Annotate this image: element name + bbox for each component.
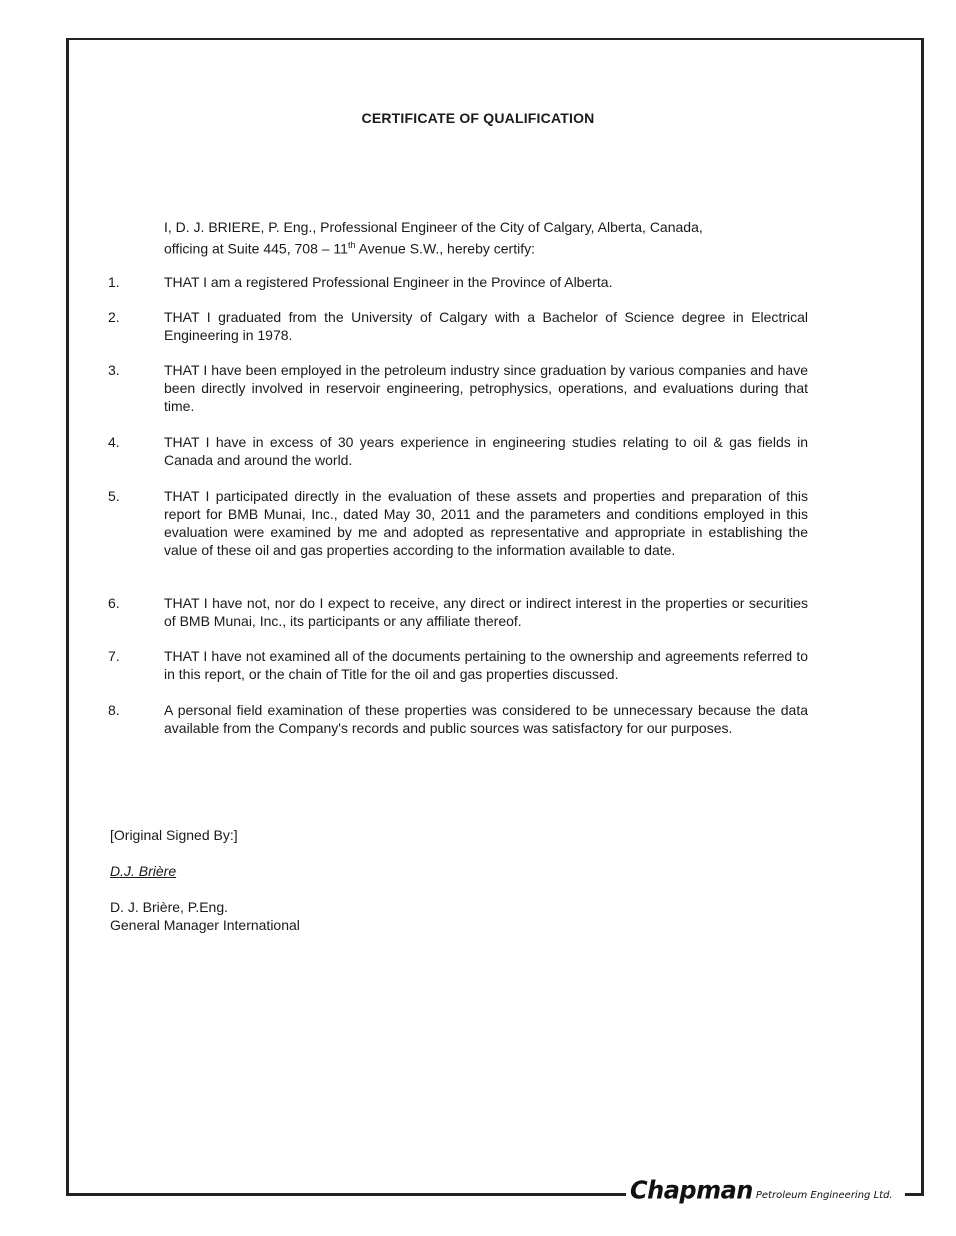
document-title: CERTIFICATE OF QUALIFICATION: [361, 110, 595, 126]
item-number: 3.: [108, 362, 120, 378]
signature-name: D.J. Brière: [110, 863, 177, 879]
item-number: 4.: [108, 434, 120, 450]
footer-rule-right: [905, 1193, 924, 1196]
item-number: 7.: [108, 648, 120, 664]
item-number: 1.: [108, 274, 120, 290]
list-item: [108, 361, 808, 415]
list-item: [108, 308, 808, 344]
item-text: A personal field examination of these properties was considered to be unnecessary because the data available from the Company's records and public sources was satisfactory for our purposes.: [164, 702, 808, 736]
item-number: 2.: [108, 309, 120, 325]
list-item: [108, 594, 808, 630]
intro-line-2-pre: officing at Suite 445, 708 – 11: [164, 240, 348, 257]
company-brand-sub: Petroleum Engineering Ltd.: [755, 1190, 893, 1201]
list-item: [108, 273, 808, 291]
item-text: THAT I have in excess of 30 years experience in engineering studies relating to oil & gas fields in Canada and around the world.: [164, 434, 808, 468]
item-number: 5.: [108, 488, 120, 504]
signed-by-label: [Original Signed By:]: [110, 827, 238, 843]
intro-line-2-post: Avenue S.W., hereby certify:: [355, 240, 535, 257]
item-number: 8.: [108, 702, 120, 718]
list-item: [108, 647, 808, 683]
item-number: 6.: [108, 595, 120, 611]
item-text: THAT I have not, nor do I expect to receive, any direct or indirect interest in the properties or securities of BMB Munai, Inc., its participants or any affiliate thereof.: [164, 595, 808, 629]
company-logo: [630, 1176, 893, 1204]
intro-paragraph: [164, 218, 808, 258]
footer-rule-left: [66, 1193, 626, 1196]
item-text: THAT I have not examined all of the documents pertaining to the ownership and agreements referred to in this report, or the chain of Title for the oil and gas properties discussed.: [164, 648, 808, 682]
list-item: [108, 487, 808, 559]
item-text: THAT I am a registered Professional Engineer in the Province of Alberta.: [164, 274, 613, 290]
list-item: [108, 433, 808, 469]
item-text: THAT I participated directly in the evaluation of these assets and properties and preparation of this report for BMB Munai, Inc., dated May 30, 2011 and the parameters and conditions employed in this evaluation were examined by me and adopted as representative and appropriate in establishing the value of these oil and gas properties according to the information available to date.: [164, 488, 808, 558]
printed-name: D. J. Brière, P.Eng.: [110, 899, 229, 915]
position-title: General Manager International: [110, 917, 300, 933]
intro-line-2-sup: th: [347, 240, 356, 250]
intro-line-1: I, D. J. BRIERE, P. Eng., Professional Engineer of the City of Calgary, Alberta, Canada,: [164, 219, 703, 235]
item-text: THAT I graduated from the University of Calgary with a Bachelor of Science degree in Electrical Engineering in 1978.: [164, 309, 808, 343]
item-text: THAT I have been employed in the petroleum industry since graduation by various companies and have been directly involved in reservoir engineering, petrophysics, operations, and evaluations during that time.: [164, 362, 808, 414]
list-item: [108, 701, 808, 737]
company-brand: Chapman: [630, 1175, 753, 1205]
